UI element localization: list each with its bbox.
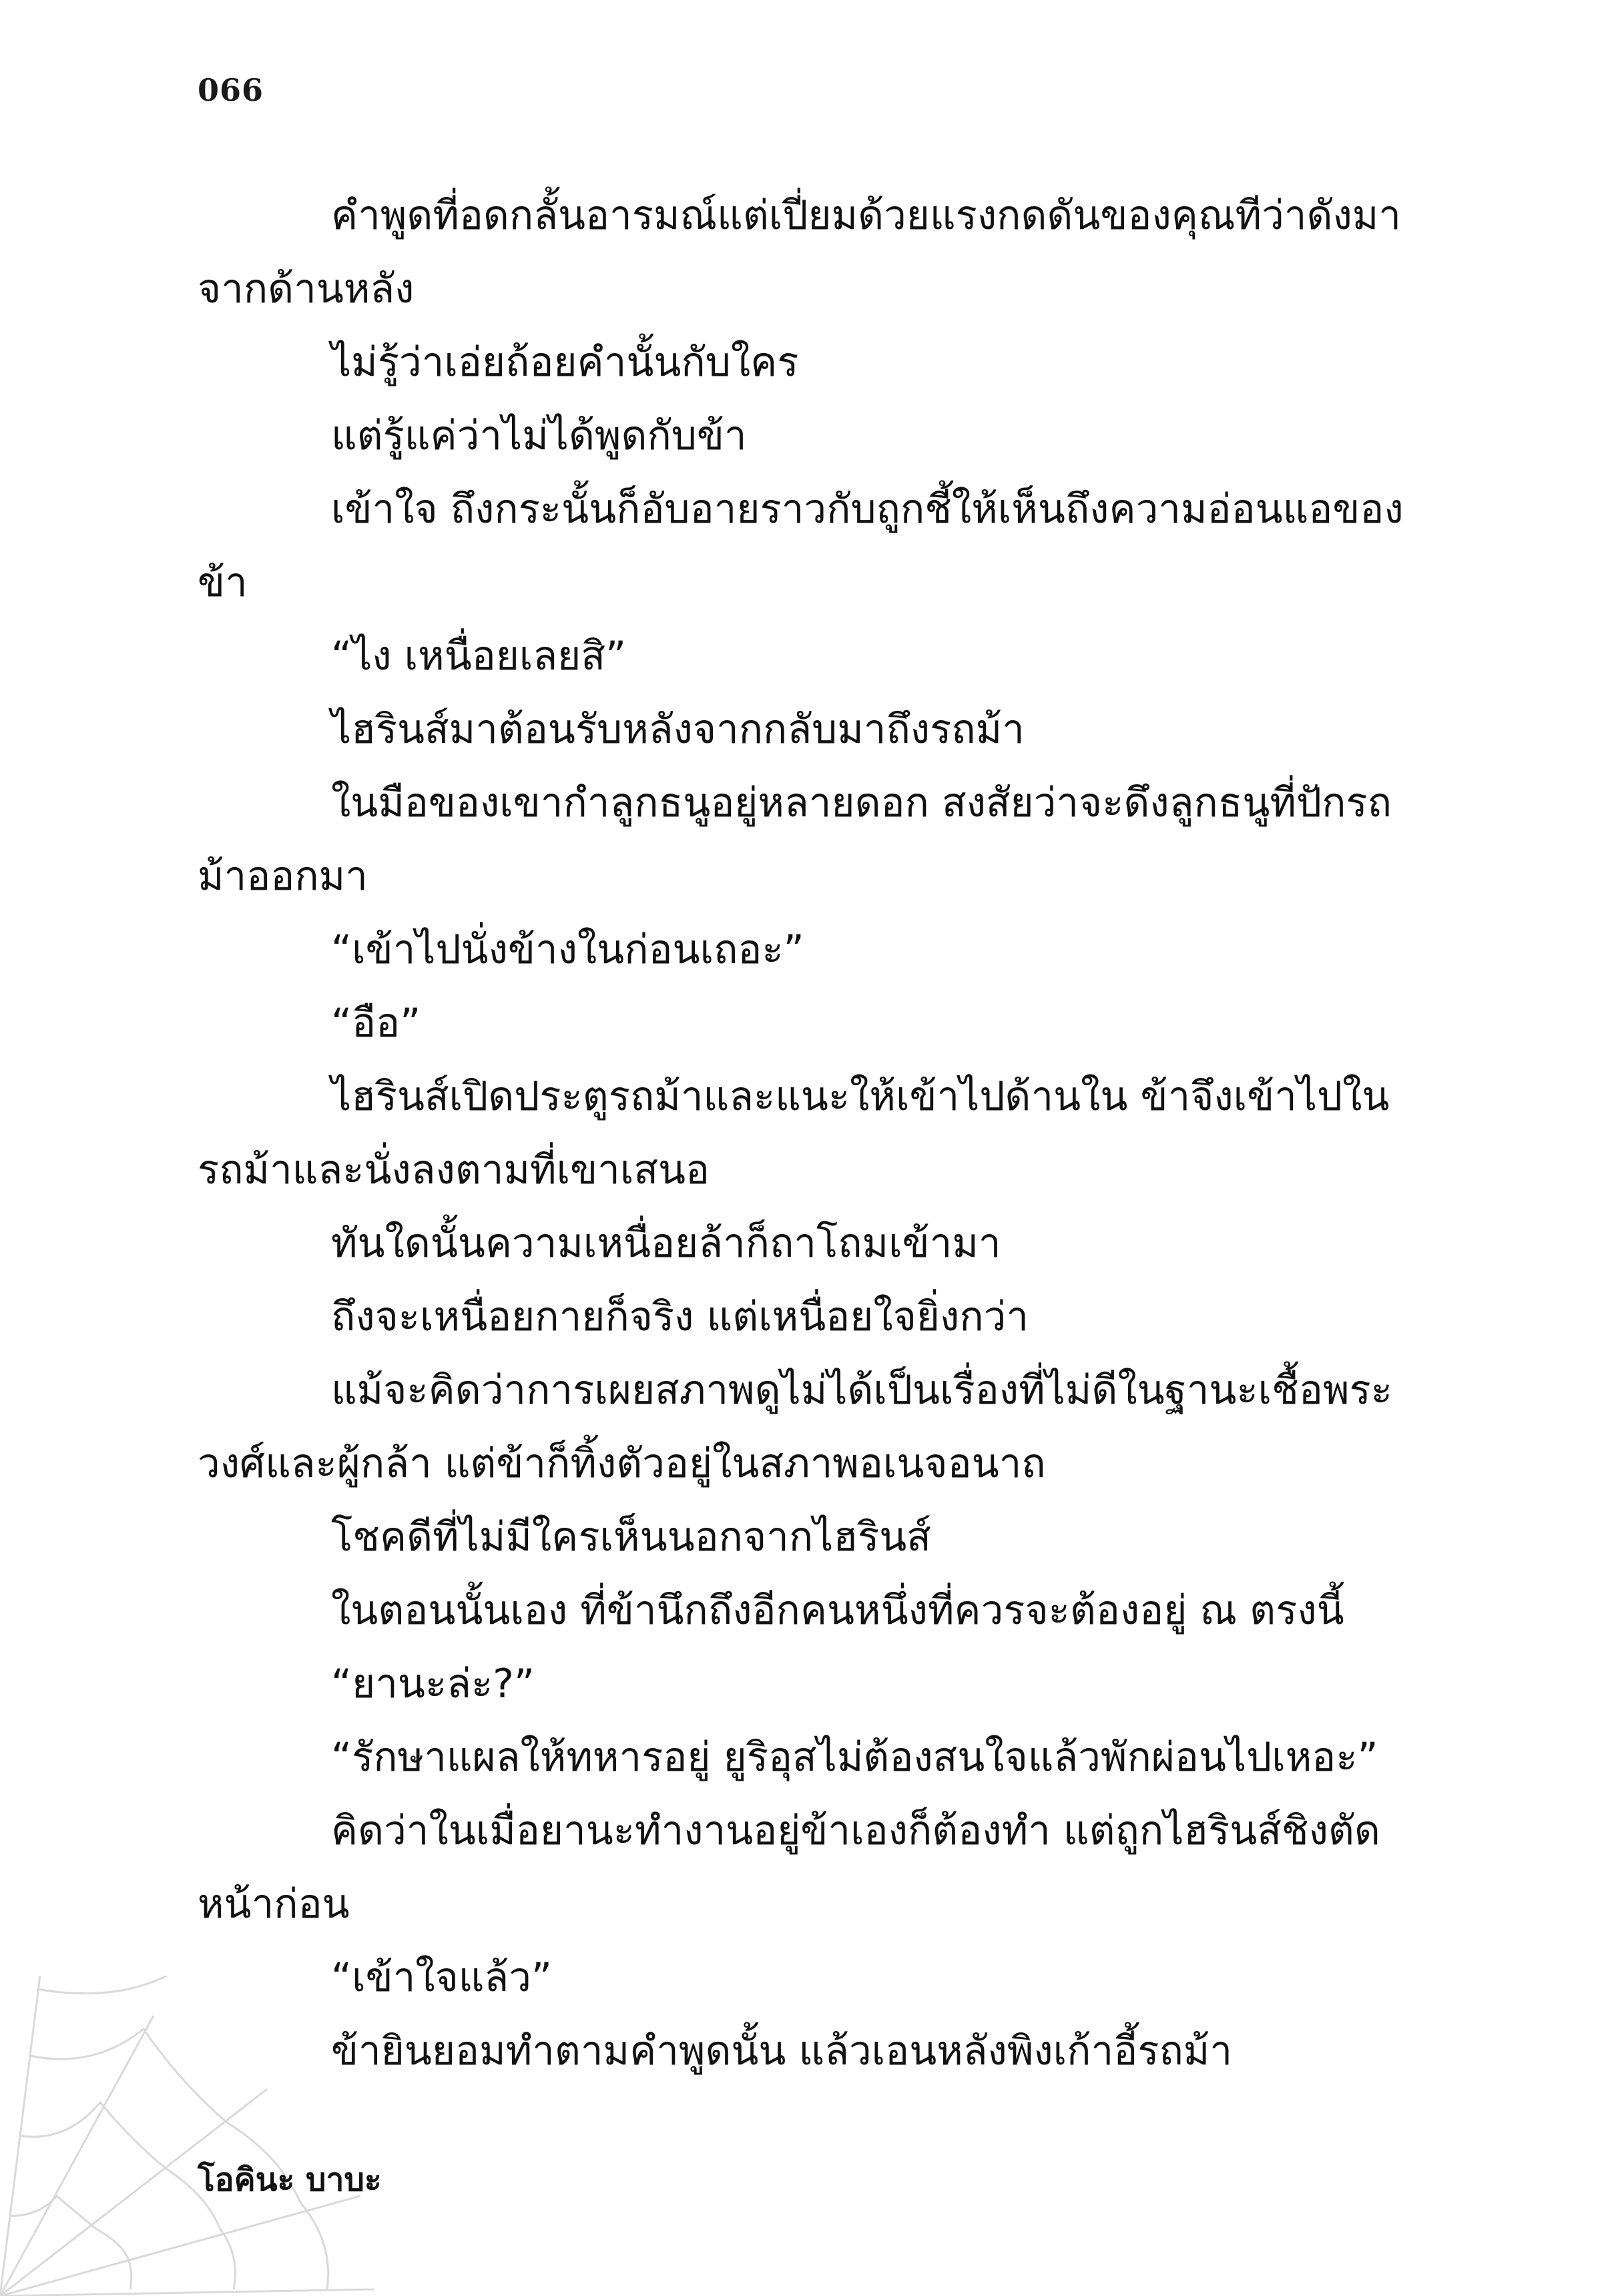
- paragraph: “รักษาแผลให้ทหารอยู่ ยูริอุสไม่ต้องสนใจแล้วพักผ่อนไปเหอะ”: [331, 1734, 1378, 1781]
- paragraph: “อือ”: [331, 1000, 421, 1047]
- paragraph: ในมือของเขากำลูกธนูอยู่หลายดอก สงสัยว่าจะดึงลูกธนูที่ปักรถม้าออกมา: [198, 780, 1392, 900]
- paragraph: “เข้าใจแล้ว”: [331, 1954, 552, 2001]
- paragraph: ไฮรินส์เปิดประตูรถม้าและแนะให้เข้าไปด้านใน ข้าจึงเข้าไปในรถม้าและนั่งลงตามที่เขาเสนอ: [198, 1073, 1390, 1193]
- paragraph: ข้ายินยอมทำตามคำพูดนั้น แล้วเอนหลังพิงเก้าอี้รถม้า: [331, 2028, 1233, 2074]
- paragraph: “เข้าไปนั่งข้างในก่อนเถอะ”: [331, 926, 804, 973]
- paragraph: “ไง เหนื่อยเลยสิ”: [331, 633, 627, 679]
- author-name: โอคินะ บาบะ: [198, 2161, 382, 2199]
- paragraph: เข้าใจ ถึงกระนั้นก็อับอายราวกับถูกชี้ให้เห็นถึงความอ่อนแอของข้า: [198, 486, 1404, 606]
- spider-web-icon: [0, 1976, 374, 2296]
- paragraph: “ยานะล่ะ?”: [331, 1661, 535, 1707]
- paragraph: แม้จะคิดว่าการเผยสภาพดูไม่ได้เป็นเรื่องที่ไม่ดีในฐานะเชื้อพระวงศ์และผู้กล้า แต่ข้าก็ทิ้งตัวอยู่ในสภาพอเนจอนาถ: [198, 1367, 1392, 1487]
- paragraph: คิดว่าในเมื่อยานะทำงานอยู่ข้าเองก็ต้องทำ แต่ถูกไฮรินส์ชิงตัดหน้าก่อน: [198, 1807, 1380, 1928]
- paragraph: ทันใดนั้นความเหนื่อยล้าก็ถาโถมเข้ามา: [331, 1220, 1001, 1267]
- paragraph: โชคดีที่ไม่มีใครเห็นนอกจากไฮรินส์: [331, 1514, 931, 1560]
- paragraph: ไม่รู้ว่าเอ่ยถ้อยคำนั้นกับใคร: [331, 339, 799, 386]
- body-text: [198, 179, 1432, 2088]
- paragraph: แต่รู้แค่ว่าไม่ได้พูดกับข้า: [331, 412, 747, 459]
- paragraph: ไฮรินส์มาต้อนรับหลังจากกลับมาถึงรถม้า: [331, 706, 1025, 753]
- paragraph: ในตอนนั้นเอง ที่ข้านึกถึงอีกคนหนึ่งที่ควรจะต้องอยู่ ณ ตรงนี้: [331, 1587, 1344, 1634]
- page-number: 066: [198, 72, 264, 108]
- paragraph: ถึงจะเหนื่อยกายก็จริง แต่เหนื่อยใจยิ่งกว่า: [331, 1294, 1029, 1340]
- paragraph: คำพูดที่อดกลั้นอารมณ์แต่เปี่ยมด้วยแรงกดดันของคุณทีว่าดังมาจากด้านหลัง: [198, 192, 1401, 312]
